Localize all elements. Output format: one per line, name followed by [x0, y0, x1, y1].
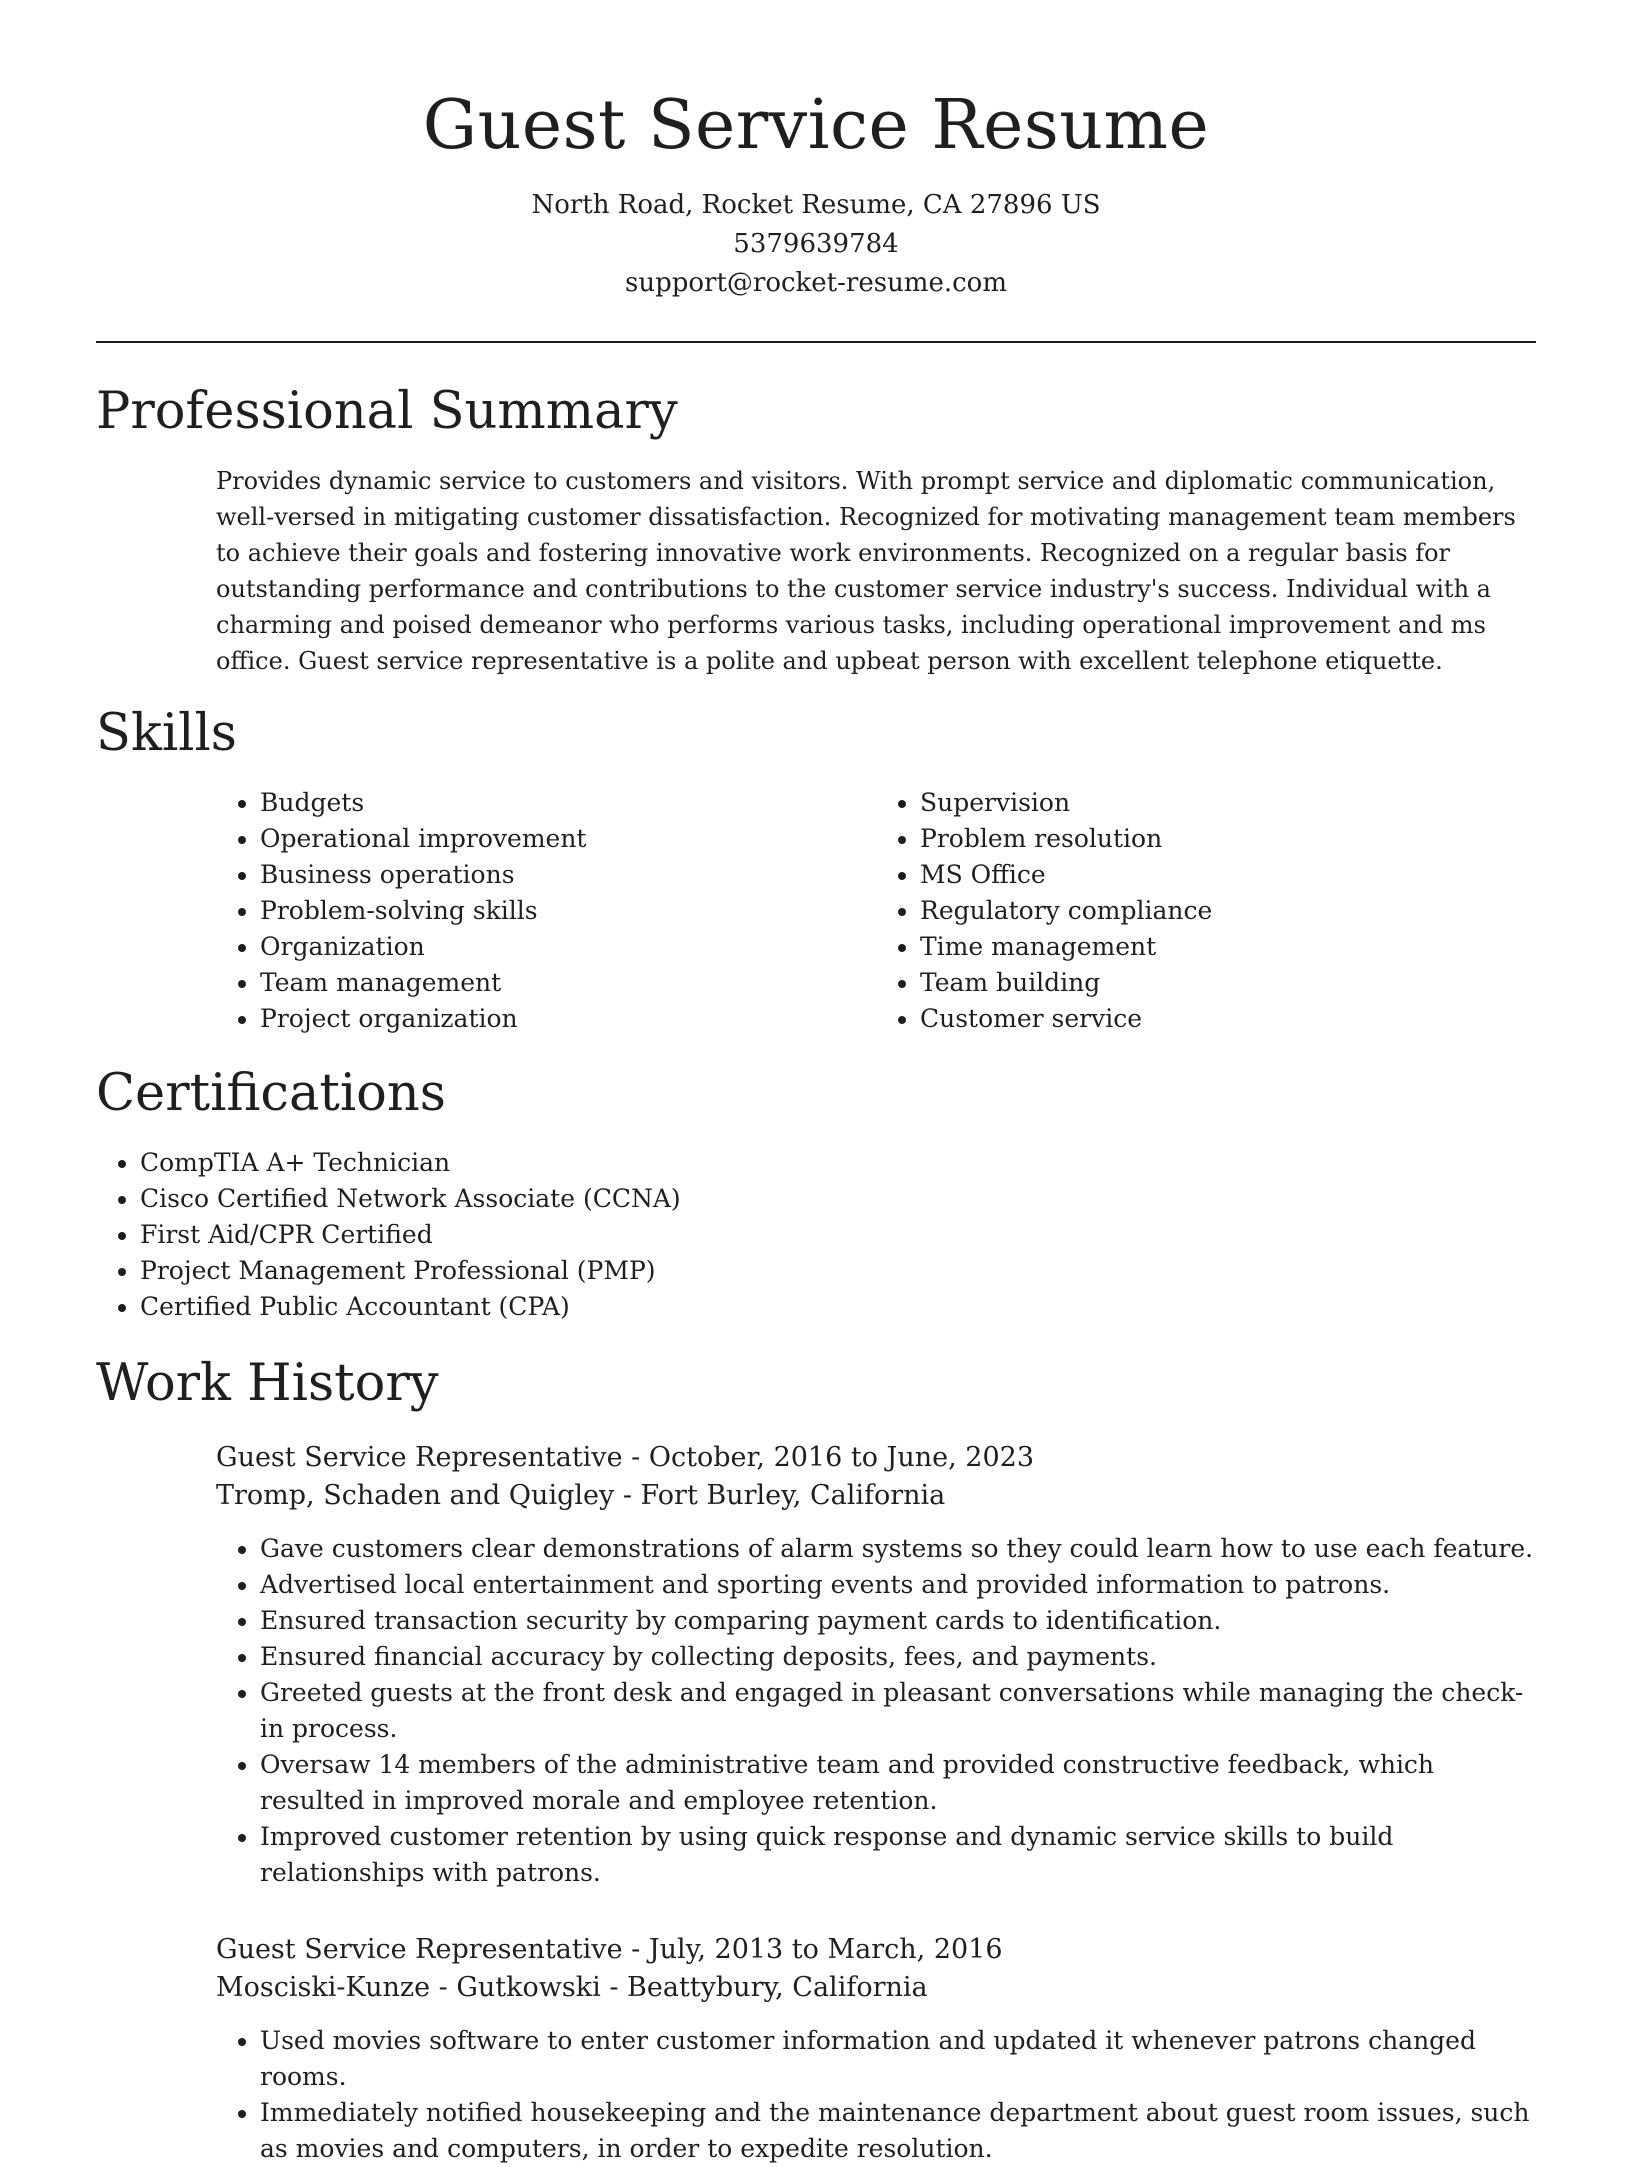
job-entry [216, 1931, 1536, 2167]
list-item: • Organization [260, 929, 876, 965]
header-divider [96, 341, 1536, 343]
job-entry [216, 1439, 1536, 1891]
summary-heading: Professional Summary [96, 382, 678, 441]
list-item: • Team management [260, 965, 876, 1001]
list-item: • Time management [920, 929, 1536, 965]
certifications-list [96, 1145, 1536, 1325]
list-item: • CompTIA A+ Technician [140, 1145, 1536, 1181]
list-item: • Customer service [920, 1001, 1536, 1037]
list-item: • Ensured financial accuracy by collecting deposits, fees, and payments. [260, 1639, 1536, 1675]
skills-section [96, 703, 1536, 1037]
list-item: • Project organization [260, 1001, 876, 1037]
job-company: Tromp, Schaden and Quigley [216, 1480, 615, 1511]
list-item: • Greeted guests at the front desk and engaged in pleasant conversations while managing the check-in process. [260, 1675, 1536, 1747]
list-item: • Immediately notified housekeeping and the maintenance department about guest room issues, such as movies and computers, in order to expedite resolution. [260, 2095, 1536, 2167]
list-item: • First Aid/CPR Certified [140, 1217, 1536, 1253]
job-duties-list [216, 1531, 1536, 1891]
job-dates: - October, 2016 to June, 2023 [622, 1442, 1035, 1473]
job-location: - Beattybury, California [600, 1972, 928, 2003]
list-item: • Problem resolution [920, 821, 1536, 857]
job-company: Mosciski-Kunze - Gutkowski [216, 1972, 601, 2003]
summary-section [96, 381, 1536, 679]
job-role: Guest Service Representative [216, 1442, 623, 1473]
list-item: • Supervision [920, 785, 1536, 821]
list-item: • Ensured transaction security by comparing payment cards to identification. [260, 1603, 1536, 1639]
job-role-line [216, 1439, 1536, 1477]
list-item: • Oversaw 14 members of the administrative team and provided constructive feedback, which resulted in improved morale and employee retention. [260, 1747, 1536, 1819]
job-dates: - July, 2013 to March, 2016 [622, 1934, 1003, 1965]
list-item: • Gave customers clear demonstrations of alarm systems so they could learn how to use each feature. [260, 1531, 1536, 1567]
list-item: • Operational improvement [260, 821, 876, 857]
job-duties-list [216, 2023, 1536, 2167]
certifications-heading: Certifications [96, 1064, 446, 1123]
resume-title: Guest Service Resume [422, 86, 1210, 165]
list-item: • Team building [920, 965, 1536, 1001]
list-item: • Certified Public Accountant (CPA) [140, 1289, 1536, 1325]
resume-page [96, 0, 1536, 2167]
list-item: • Project Management Professional (PMP) [140, 1253, 1536, 1289]
certifications-section [96, 1063, 1536, 1325]
list-item: • Used movies software to enter customer information and updated it whenever patrons changed rooms. [260, 2023, 1536, 2095]
skills-grid [216, 785, 1536, 1037]
job-location: - Fort Burley, California [614, 1480, 946, 1511]
phone-number: 5379639784 [733, 229, 899, 259]
list-item: • Cisco Certified Network Associate (CCNA) [140, 1181, 1536, 1217]
list-item: • Regulatory compliance [920, 893, 1536, 929]
summary-text: Provides dynamic service to customers and visitors. With prompt service and diplomatic communication, well-versed in mitigating customer dissatisfaction. Recognized for motivating management team members to achieve their goals and fostering innovative work environments. Recognized on a regular basis for outstanding performance and contributions to the customer service industry's success. Individual with a charming and poised demeanor who performs various tasks, including operational improvement and ms office. Guest service representative is a polite and upbeat person with excellent telephone etiquette. [216, 467, 1516, 675]
list-item: • Advertised local entertainment and sporting events and provided information to patrons. [260, 1567, 1536, 1603]
job-company-line [216, 1969, 1536, 2007]
job-company-line [216, 1477, 1536, 1515]
list-item: • Budgets [260, 785, 876, 821]
work-history-heading: Work History [96, 1354, 439, 1413]
address: North Road, Rocket Resume, CA 27896 US [531, 190, 1101, 220]
work-history-section [96, 1353, 1536, 2167]
resume-header [96, 0, 1536, 303]
skills-left-list [216, 785, 876, 1037]
skills-heading: Skills [96, 704, 237, 763]
email-address: support@rocket-resume.com [624, 268, 1007, 298]
list-item: • Problem-solving skills [260, 893, 876, 929]
skills-right-list [876, 785, 1536, 1037]
list-item: • MS Office [920, 857, 1536, 893]
job-role-line [216, 1931, 1536, 1969]
list-item: • Improved customer retention by using quick response and dynamic service skills to build relationships with patrons. [260, 1819, 1536, 1891]
job-role: Guest Service Representative [216, 1934, 623, 1965]
list-item: • Business operations [260, 857, 876, 893]
